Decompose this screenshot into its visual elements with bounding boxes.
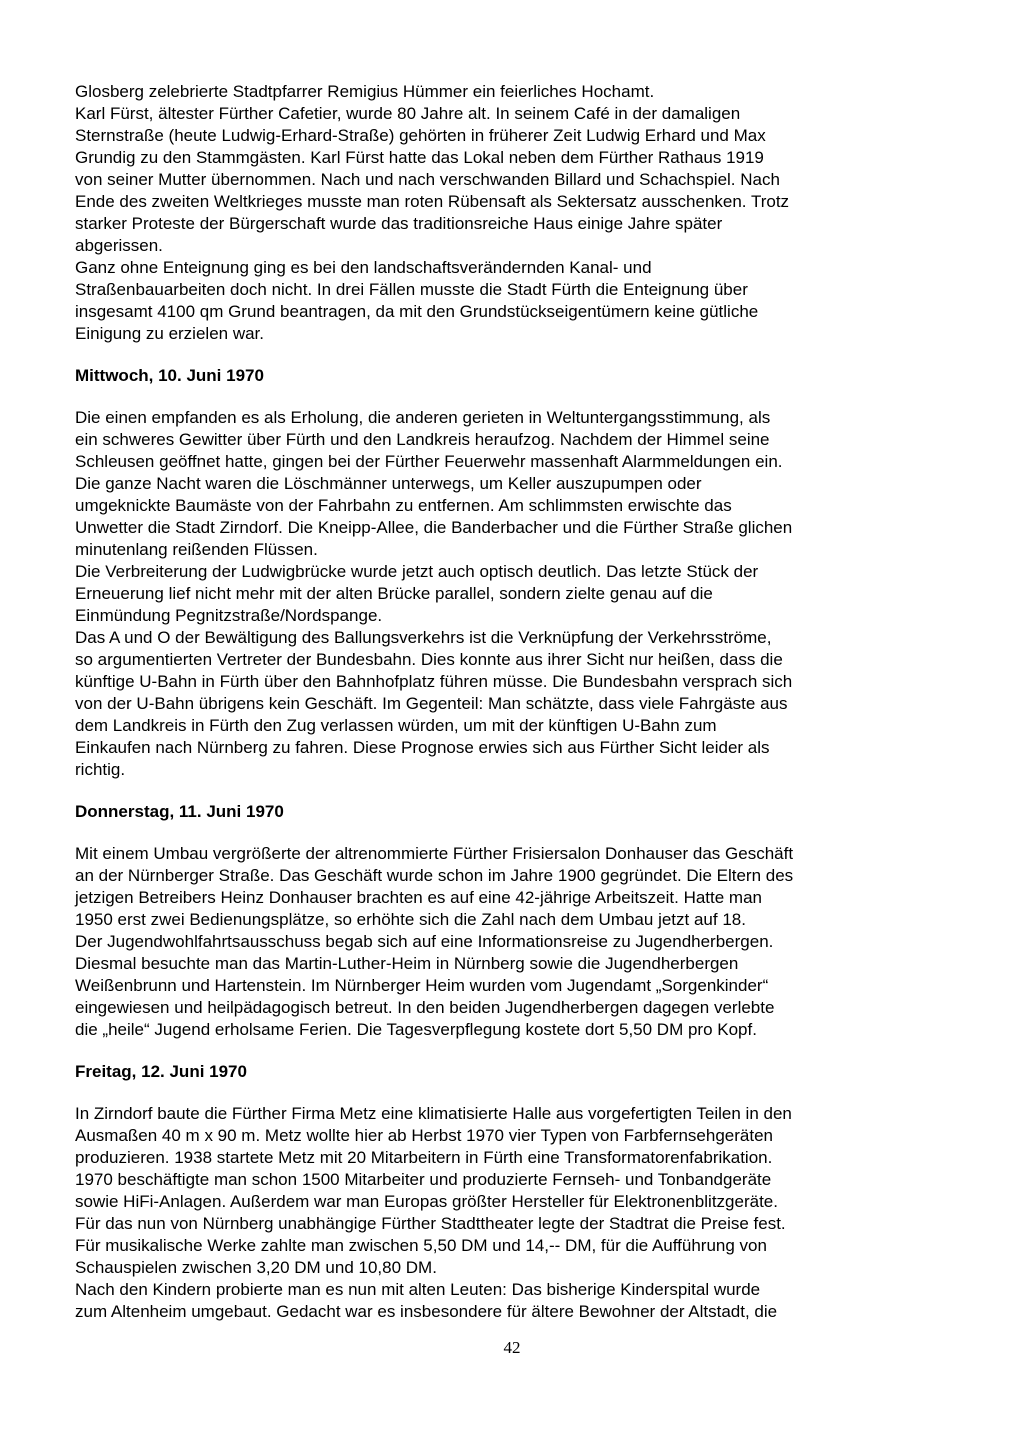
date-heading: Mittwoch, 10. Juni 1970 [75, 366, 264, 385]
text-line: Schauspielen zwischen 3,20 DM und 10,80 DM. [75, 1258, 437, 1277]
text-line: produzieren. 1938 startete Metz mit 20 Mitarbeitern in Fürth eine Transformatorenfabrikation. [75, 1148, 773, 1167]
date-heading: Freitag, 12. Juni 1970 [75, 1062, 247, 1081]
text-line: Einigung zu erzielen war. [75, 324, 265, 343]
text-line: Unwetter die Stadt Zirndorf. Die Kneipp-Allee, die Banderbacher und die Fürther Straße glichen [75, 518, 793, 537]
text-line: Schleusen geöffnet hatte, gingen bei der Fürther Feuerwehr massenhaft Alarmmeldungen ein. [75, 452, 783, 471]
text-line: minutenlang reißenden Flüssen. [75, 540, 318, 559]
text-line: Die einen empfanden es als Erholung, die anderen gerieten in Weltuntergangsstimmung, als [75, 408, 771, 427]
text-line: sowie HiFi-Anlagen. Außerdem war man Europas größter Hersteller für Elektronenblitzgeräte. [75, 1192, 778, 1211]
text-line: an der Nürnberger Straße. Das Geschäft wurde schon im Jahre 1900 gegründet. Die Eltern des [75, 866, 794, 885]
text-line: Das A und O der Bewältigung des Ballungsverkehrs ist die Verknüpfung der Verkehrsströme, [75, 628, 772, 647]
text-line: Mit einem Umbau vergrößerte der altrenommierte Fürther Frisiersalon Donhauser das Geschäft [75, 844, 794, 863]
text-line: Der Jugendwohlfahrtsausschuss begab sich auf eine Informationsreise zu Jugendherbergen. [75, 932, 774, 951]
text-line: Einmündung Pegnitzstraße/Nordspange. [75, 606, 383, 625]
text-line: Ganz ohne Enteignung ging es bei den landschaftsverändernden Kanal- und [75, 258, 652, 277]
paragraph-block [75, 81, 905, 345]
text-line: abgerissen. [75, 236, 163, 255]
text-line: Ausmaßen 40 m x 90 m. Metz wollte hier ab Herbst 1970 vier Typen von Farbfernsehgeräten [75, 1126, 773, 1145]
text-line: jetzigen Betreibers Heinz Donhauser brachten es auf eine 42-jährige Arbeitszeit. Hatte man [75, 888, 762, 907]
text-line: dem Landkreis in Fürth den Zug verlassen würden, um mit der künftigen U-Bahn zum [75, 716, 717, 735]
text-line: so argumentierten Vertreter der Bundesbahn. Dies konnte aus ihrer Sicht nur heißen, dass die [75, 650, 783, 669]
text-line: Karl Fürst, ältester Fürther Cafetier, wurde 80 Jahre alt. In seinem Café in der damaligen [75, 104, 741, 123]
document-content [75, 81, 905, 1343]
text-line: zum Altenheim umgebaut. Gedacht war es insbesondere für ältere Bewohner der Altstadt, die [75, 1302, 778, 1321]
text-line: Weißenbrunn und Hartenstein. Im Nürnberger Heim wurden vom Jugendamt „Sorgenkinder“ [75, 976, 769, 995]
text-line: 1970 beschäftigte man schon 1500 Mitarbeiter und produzierte Fernseh- und Tonbandgeräte [75, 1170, 772, 1189]
text-line: Nach den Kindern probierte man es nun mit alten Leuten: Das bisherige Kinderspital wurde [75, 1280, 761, 1299]
text-line: Glosberg zelebrierte Stadtpfarrer Remigius Hümmer ein feierliches Hochamt. [75, 82, 655, 101]
page-number: 42 [503, 1338, 521, 1357]
text-line: Für musikalische Werke zahlte man zwischen 5,50 DM und 14,-- DM, für die Aufführung von [75, 1236, 767, 1255]
text-line: Die Verbreiterung der Ludwigbrücke wurde jetzt auch optisch deutlich. Das letzte Stück der [75, 562, 759, 581]
text-line: Die ganze Nacht waren die Löschmänner unterwegs, um Keller auszupumpen oder [75, 474, 702, 493]
text-line: ein schweres Gewitter über Fürth und den Landkreis heraufzog. Nachdem der Himmel seine [75, 430, 770, 449]
text-line: Einkaufen nach Nürnberg zu fahren. Diese Prognose erwies sich aus Fürther Sicht leider als [75, 738, 770, 757]
text-line: Sternstraße (heute Ludwig-Erhard-Straße) gehörten in früherer Zeit Ludwig Erhard und Max [75, 126, 766, 145]
text-line: Für das nun von Nürnberg unabhängige Fürther Stadttheater legte der Stadtrat die Preise fest. [75, 1214, 786, 1233]
text-line: Grundig zu den Stammgästen. Karl Fürst hatte das Lokal neben dem Fürther Rathaus 1919 [75, 148, 764, 167]
paragraph-block [75, 1103, 905, 1323]
date-heading: Donnerstag, 11. Juni 1970 [75, 802, 284, 821]
text-line: umgeknickte Baumäste von der Fahrbahn zu entfernen. Am schlimmsten erwischte das [75, 496, 732, 515]
text-line: Erneuerung lief nicht mehr mit der alten Brücke parallel, sondern zielte genau auf die [75, 584, 713, 603]
paragraph-block [75, 843, 905, 1041]
text-line: richtig. [75, 760, 126, 779]
paragraph-block [75, 407, 905, 781]
text-line: die „heile“ Jugend erholsame Ferien. Die Tagesverpflegung kostete dort 5,50 DM pro Kopf. [75, 1020, 757, 1039]
text-line: von seiner Mutter übernommen. Nach und nach verschwanden Billard und Schachspiel. Nach [75, 170, 780, 189]
text-line: insgesamt 4100 qm Grund beantragen, da mit den Grundstückseigentümern keine gütliche [75, 302, 759, 321]
text-line: Ende des zweiten Weltkrieges musste man roten Rübensaft als Sektersatz ausschenken. Trotz [75, 192, 790, 211]
text-line: In Zirndorf baute die Fürther Firma Metz eine klimatisierte Halle aus vorgefertigten Teilen in den [75, 1104, 792, 1123]
text-line: Straßenbauarbeiten doch nicht. In drei Fällen musste die Stadt Fürth die Enteignung über [75, 280, 748, 299]
text-line: von der U-Bahn übrigens kein Geschäft. Im Gegenteil: Man schätzte, dass viele Fahrgäste aus [75, 694, 788, 713]
text-line: starker Proteste der Bürgerschaft wurde das traditionsreiche Haus einige Jahre später [75, 214, 723, 233]
text-line: eingewiesen und heilpädagogisch betreut. In den beiden Jugendherbergen dagegen verlebte [75, 998, 775, 1017]
text-line: 1950 erst zwei Bedienungsplätze, so erhöhte sich die Zahl nach dem Umbau jetzt auf 18. [75, 910, 746, 929]
text-line: Diesmal besuchte man das Martin-Luther-Heim in Nürnberg sowie die Jugendherbergen [75, 954, 739, 973]
text-line: künftige U-Bahn in Fürth über den Bahnhofplatz führen müsse. Die Bundesbahn versprach sich [75, 672, 793, 691]
